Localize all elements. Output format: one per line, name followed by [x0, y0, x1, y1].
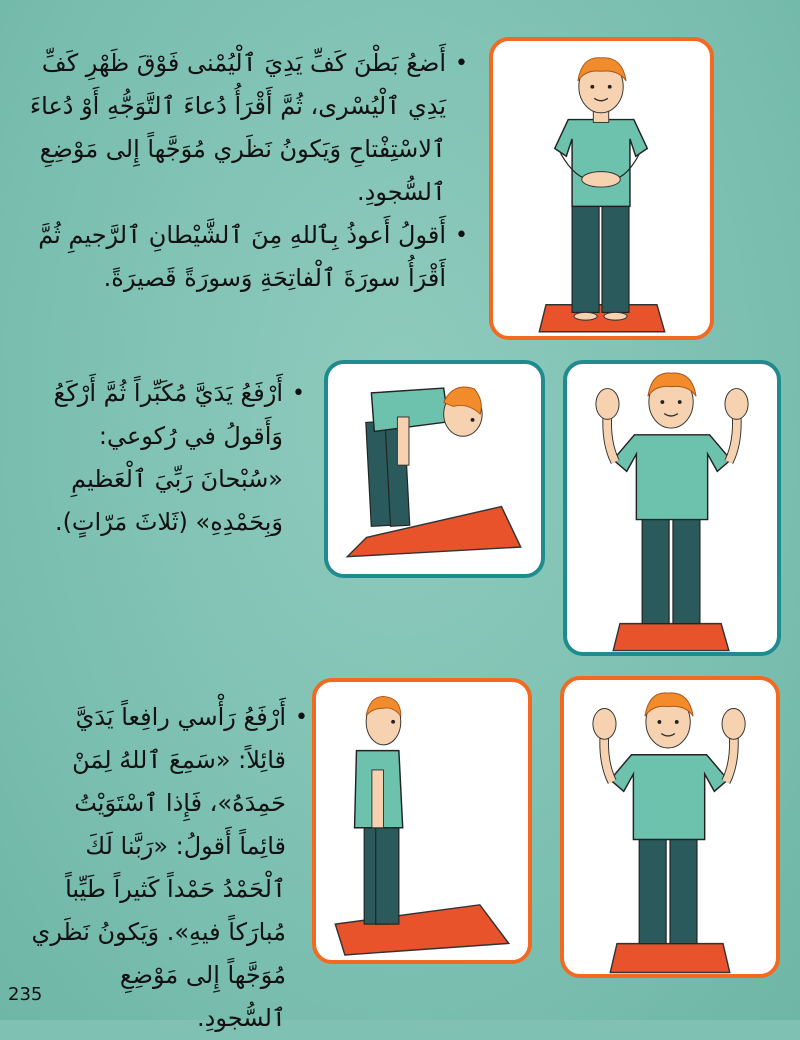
illustration-raising-hands-after-ruku: [560, 676, 780, 978]
section-1-item-2: [28, 214, 468, 300]
bullet: •: [295, 705, 308, 730]
item-text: أَضعُ بَطْنَ كَفِّ يَدِيَ ٱلْيُمْنى فَوْقَ ظَهْرِ كَفِّ يَدِي ٱلْيُسْرى، ثُمَّ أَقْرَأُ دُعاءَ ٱلتَّوَجُّهِ أَوْ دُعاءَ ٱلاسْتِفْتاحِ وَيَكونُ نَظَري مُوَجَّهاً إِلى مَوْضِعِ ٱلسُّجودِ.: [29, 49, 446, 206]
illustration-standing-side-view: [312, 678, 532, 964]
boy-bowing-ruku-icon: [328, 364, 541, 574]
page-number: 235: [8, 984, 43, 1005]
bullet: •: [455, 51, 468, 76]
section-1-text: [28, 42, 468, 300]
boy-standing-side-view-icon: [316, 682, 528, 960]
section-1-item-1: [28, 42, 468, 214]
section-2-text: [40, 372, 305, 544]
illustration-standing-hands-folded: [489, 37, 714, 340]
boy-raising-hands-after-ruku-icon: [564, 680, 776, 974]
bullet: •: [455, 223, 468, 248]
section-3-item-1: [26, 696, 308, 1040]
boy-raising-hands-takbir-icon: [567, 364, 777, 652]
illustration-bowing-ruku: [324, 360, 545, 578]
item-text: أَقولُ أَعوذُ بِٱللهِ مِنَ ٱلشَّيْطانِ ٱلرَّجيمِ ثُمَّ أَقْرَأُ سورَةَ ٱلْفاتِحَةِ وَسورَةً قَصيرَةً.: [38, 221, 446, 292]
section-2-item-1: [40, 372, 305, 544]
illustration-raising-hands-takbir: [563, 360, 781, 656]
section-3-text: [26, 696, 308, 1040]
bullet: •: [292, 381, 305, 406]
item-text: أَرْفَعُ يَدَيَّ مُكَبِّراً ثُمَّ أَرْكَعُ وَأَقولُ في رُكوعي: «سُبْحانَ رَبِّيَ ٱلْعَظيمِ وَبِحَمْدِهِ» (ثَلاثَ مَرّاتٍ).: [53, 379, 283, 536]
item-text: أَرْفَعُ رَأْسي رافِعاً يَدَيَّ قائِلاً: «سَمِعَ ٱللهُ لِمَنْ حَمِدَهُ»، فَإِذا ٱسْتَوَيْتُ قائِماً أَقولُ: «رَبَّنا لَكَ ٱلْحَمْدُ حَمْداً كَثيراً طَيِّباً مُبارَكاً فيهِ». وَيَكونُ نَظَري مُوَجَّهاً إِلى مَوْضِعِ ٱلسُّجودِ.: [31, 703, 286, 1032]
boy-standing-hands-folded-icon: [493, 41, 710, 336]
